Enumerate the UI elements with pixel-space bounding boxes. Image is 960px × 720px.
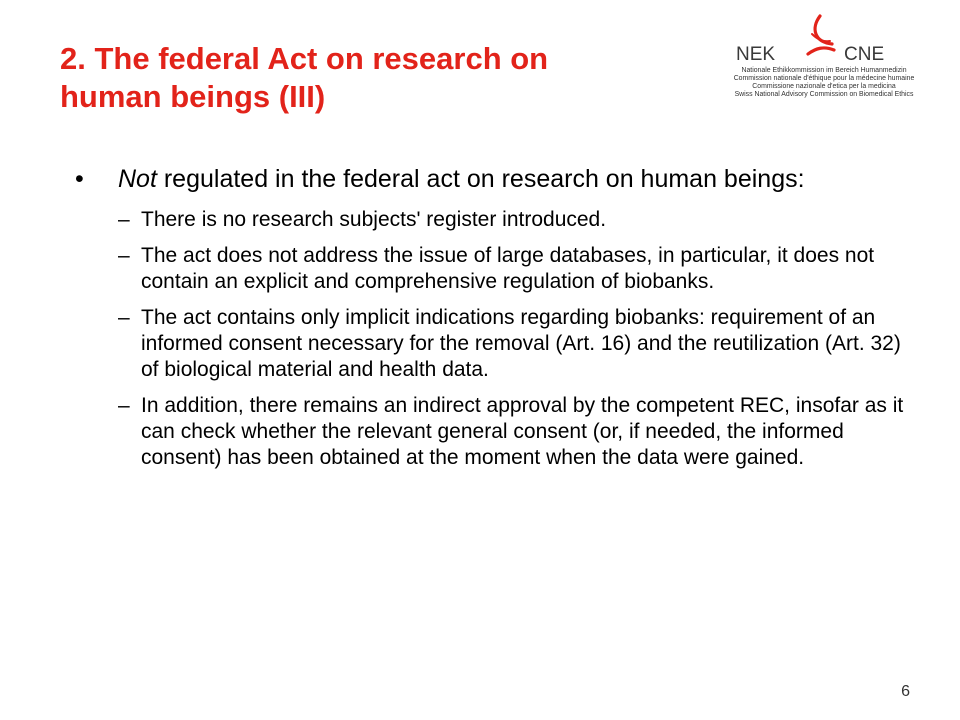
title-line: human beings (III) <box>60 79 326 114</box>
logo-swoosh-icon <box>808 16 834 54</box>
sub-bullet-item <box>118 207 915 233</box>
slide-body <box>75 164 915 481</box>
bullet-text: regulated in the federal act on research on human beings: <box>156 165 805 193</box>
sub-bullet-text: In addition, there remains an indirect approval by the competent REC, insofar as it can check whether the relevant general consent (or, if needed, the informed consent) has been obtained at the moment when the data were gained. <box>141 394 904 469</box>
sub-bullet-text: The act does not address the issue of large databases, in particular, it does not contain an explicit and comprehensive regulation of biobanks. <box>141 244 875 293</box>
bullet-marker: • <box>75 165 84 193</box>
logo-line: Swiss National Advisory Commission on Biomedical Ethics <box>734 91 914 98</box>
sub-bullet-text: There is no research subjects' register introduced. <box>141 208 607 231</box>
bullet-lead-italic: Not <box>118 165 157 193</box>
page-number: 6 <box>901 683 910 700</box>
sub-bullet-marker: – <box>118 244 130 267</box>
sub-bullet-marker: – <box>118 306 130 329</box>
logo-left-text: NEK <box>736 44 776 65</box>
main-bullet <box>75 164 915 195</box>
sub-bullet-item <box>118 393 915 471</box>
sub-bullet-marker: – <box>118 208 130 231</box>
logo-line: Commissione nazionale d'etica per la medicina <box>752 83 896 90</box>
logo-line: Nationale Ethikkommission im Bereich Humanmedizin <box>741 67 907 74</box>
sub-bullet-list <box>75 207 915 471</box>
sub-bullet-item <box>118 305 915 383</box>
nek-cne-logo <box>716 10 931 110</box>
nek-cne-logo-mark <box>716 10 931 68</box>
logo-line: Commission nationale d'éthique pour la médecine humaine <box>733 75 915 82</box>
logo-commission-names <box>718 67 930 99</box>
slide-title <box>60 40 700 116</box>
sub-bullet-marker: – <box>118 394 130 417</box>
title-line: 2. The federal Act on research on <box>60 41 549 76</box>
logo-right-text: CNE <box>844 44 885 65</box>
sub-bullet-text: The act contains only implicit indications regarding biobanks: requirement of an informed consent necessary for the removal (Art. 16) and the reutilization (Art. 32) of biological material and health data. <box>141 306 901 381</box>
sub-bullet-item <box>118 243 915 295</box>
